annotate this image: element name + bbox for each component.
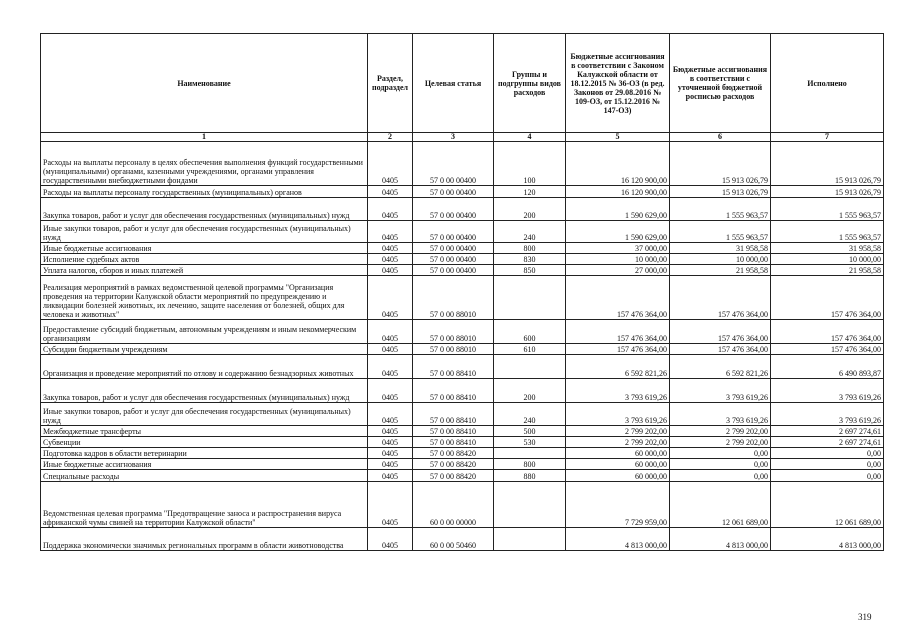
row-name-cell: Субвенции <box>41 437 368 448</box>
row-section-cell: 0405 <box>368 243 413 254</box>
row-executed-cell: 15 913 026,79 <box>771 142 884 186</box>
row-refined-allocation-cell: 15 913 026,79 <box>670 142 771 186</box>
row-refined-allocation-cell: 0,00 <box>670 448 771 459</box>
row-refined-allocation-cell: 31 958,58 <box>670 243 771 254</box>
row-name-cell: Подготовка кадров в области ветеринарии <box>41 448 368 459</box>
column-number: 7 <box>771 133 884 142</box>
row-expense-group-cell <box>494 276 566 320</box>
row-expense-group-cell: 850 <box>494 265 566 276</box>
table-row <box>41 243 884 254</box>
table-row <box>41 482 884 528</box>
row-name-cell: Иные закупки товаров, работ и услуг для обеспечения государственных (муниципальных) нужд <box>41 403 368 426</box>
row-refined-allocation-cell: 3 793 619,26 <box>670 403 771 426</box>
row-name-cell: Межбюджетные трансферты <box>41 426 368 437</box>
table-row <box>41 198 884 221</box>
row-name-cell: Организация и проведение мероприятий по отлову и содержанию безнадзорных животных <box>41 355 368 379</box>
row-law-allocation-cell: 157 476 364,00 <box>566 276 670 320</box>
row-law-allocation-cell: 6 592 821,26 <box>566 355 670 379</box>
table-row <box>41 254 884 265</box>
row-executed-cell: 3 793 619,26 <box>771 403 884 426</box>
row-refined-allocation-cell: 2 799 202,00 <box>670 426 771 437</box>
row-executed-cell: 15 913 026,79 <box>771 186 884 198</box>
row-section-cell: 0405 <box>368 265 413 276</box>
row-refined-allocation-cell: 1 555 963,57 <box>670 198 771 221</box>
row-law-allocation-cell: 157 476 364,00 <box>566 320 670 344</box>
row-section-cell: 0405 <box>368 379 413 403</box>
row-target-article-cell: 57 0 00 00400 <box>413 221 494 243</box>
row-target-article-cell: 57 0 00 88410 <box>413 437 494 448</box>
row-section-cell: 0405 <box>368 254 413 265</box>
row-executed-cell: 0,00 <box>771 459 884 470</box>
row-section-cell: 0405 <box>368 528 413 551</box>
table-row <box>41 403 884 426</box>
table-row <box>41 426 884 437</box>
table-row <box>41 276 884 320</box>
row-section-cell: 0405 <box>368 482 413 528</box>
row-refined-allocation-cell: 4 813 000,00 <box>670 528 771 551</box>
row-expense-group-cell: 100 <box>494 142 566 186</box>
row-expense-group-cell: 800 <box>494 243 566 254</box>
row-refined-allocation-cell: 0,00 <box>670 470 771 482</box>
row-name-cell: Расходы на выплаты персоналу в целях обеспечения выполнения функций государственными (муниципальными) органами, казенными учреждениями, органами управления государственными внебюджетными фондами <box>41 142 368 186</box>
row-section-cell: 0405 <box>368 186 413 198</box>
row-law-allocation-cell: 157 476 364,00 <box>566 344 670 355</box>
row-refined-allocation-cell: 12 061 689,00 <box>670 482 771 528</box>
row-law-allocation-cell: 37 000,00 <box>566 243 670 254</box>
row-expense-group-cell: 880 <box>494 470 566 482</box>
row-law-allocation-cell: 10 000,00 <box>566 254 670 265</box>
row-executed-cell: 2 697 274,61 <box>771 426 884 437</box>
table-row <box>41 142 884 186</box>
row-law-allocation-cell: 3 793 619,26 <box>566 379 670 403</box>
row-target-article-cell: 57 0 00 88010 <box>413 320 494 344</box>
row-target-article-cell: 57 0 00 00400 <box>413 198 494 221</box>
row-target-article-cell: 57 0 00 88010 <box>413 344 494 355</box>
row-refined-allocation-cell: 15 913 026,79 <box>670 186 771 198</box>
row-refined-allocation-cell: 0,00 <box>670 459 771 470</box>
row-expense-group-cell: 120 <box>494 186 566 198</box>
header-section: Раздел, подраздел <box>368 34 413 133</box>
row-target-article-cell: 57 0 00 00400 <box>413 254 494 265</box>
table-row <box>41 320 884 344</box>
row-law-allocation-cell: 16 120 900,00 <box>566 186 670 198</box>
header-target-article: Целевая статья <box>413 34 494 133</box>
table-row <box>41 528 884 551</box>
row-name-cell: Закупка товаров, работ и услуг для обеспечения государственных (муниципальных) нужд <box>41 379 368 403</box>
row-expense-group-cell <box>494 528 566 551</box>
column-number-row <box>41 133 884 142</box>
row-name-cell: Субсидии бюджетным учреждениям <box>41 344 368 355</box>
row-section-cell: 0405 <box>368 221 413 243</box>
row-executed-cell: 21 958,58 <box>771 265 884 276</box>
row-name-cell: Закупка товаров, работ и услуг для обеспечения государственных (муниципальных) нужд <box>41 198 368 221</box>
row-law-allocation-cell: 2 799 202,00 <box>566 426 670 437</box>
row-section-cell: 0405 <box>368 142 413 186</box>
row-expense-group-cell <box>494 482 566 528</box>
table-row <box>41 459 884 470</box>
table-row <box>41 344 884 355</box>
header-name: Наименование <box>41 34 368 133</box>
row-expense-group-cell <box>494 355 566 379</box>
row-law-allocation-cell: 1 590 629,00 <box>566 221 670 243</box>
row-refined-allocation-cell: 157 476 364,00 <box>670 276 771 320</box>
row-target-article-cell: 60 0 00 50460 <box>413 528 494 551</box>
column-number: 3 <box>413 133 494 142</box>
header-row <box>41 34 884 133</box>
row-refined-allocation-cell: 21 958,58 <box>670 265 771 276</box>
row-section-cell: 0405 <box>368 459 413 470</box>
column-number: 1 <box>41 133 368 142</box>
table-row <box>41 448 884 459</box>
row-refined-allocation-cell: 10 000,00 <box>670 254 771 265</box>
row-target-article-cell: 57 0 00 88410 <box>413 379 494 403</box>
row-law-allocation-cell: 4 813 000,00 <box>566 528 670 551</box>
column-number: 5 <box>566 133 670 142</box>
table-row <box>41 355 884 379</box>
row-section-cell: 0405 <box>368 198 413 221</box>
row-section-cell: 0405 <box>368 470 413 482</box>
row-name-cell: Реализация мероприятий в рамках ведомственной целевой программы "Организация проведения на территории Калужской области мероприятий по предупреждению и ликвидации болезней животных, их лечению, защите населения от болезней, общих для человека и животных" <box>41 276 368 320</box>
row-target-article-cell: 57 0 00 88410 <box>413 403 494 426</box>
row-law-allocation-cell: 60 000,00 <box>566 459 670 470</box>
row-executed-cell: 31 958,58 <box>771 243 884 254</box>
row-name-cell: Ведомственная целевая программа "Предотвращение заноса и распространения вируса африканской чумы свиней на территории Калужской области" <box>41 482 368 528</box>
row-executed-cell: 0,00 <box>771 448 884 459</box>
row-executed-cell: 157 476 364,00 <box>771 320 884 344</box>
column-number: 2 <box>368 133 413 142</box>
row-executed-cell: 10 000,00 <box>771 254 884 265</box>
row-refined-allocation-cell: 2 799 202,00 <box>670 437 771 448</box>
row-expense-group-cell: 500 <box>494 426 566 437</box>
row-executed-cell: 157 476 364,00 <box>771 344 884 355</box>
row-name-cell: Иные бюджетные ассигнования <box>41 243 368 254</box>
row-name-cell: Уплата налогов, сборов и иных платежей <box>41 265 368 276</box>
row-name-cell: Поддержка экономически значимых региональных программ в области животноводства <box>41 528 368 551</box>
row-target-article-cell: 57 0 00 00400 <box>413 243 494 254</box>
row-section-cell: 0405 <box>368 448 413 459</box>
row-target-article-cell: 57 0 00 00400 <box>413 142 494 186</box>
row-target-article-cell: 57 0 00 00400 <box>413 186 494 198</box>
row-executed-cell: 157 476 364,00 <box>771 276 884 320</box>
row-expense-group-cell: 600 <box>494 320 566 344</box>
row-expense-group-cell: 240 <box>494 403 566 426</box>
row-executed-cell: 3 793 619,26 <box>771 379 884 403</box>
row-name-cell: Специальные расходы <box>41 470 368 482</box>
header-refined-allocations: Бюджетные ассигнования в соответствии с уточненной бюджетной росписью расходов <box>670 34 771 133</box>
row-law-allocation-cell: 16 120 900,00 <box>566 142 670 186</box>
row-section-cell: 0405 <box>368 426 413 437</box>
row-expense-group-cell: 530 <box>494 437 566 448</box>
row-section-cell: 0405 <box>368 320 413 344</box>
row-name-cell: Предоставление субсидий бюджетным, автономным учреждениям и иным некоммерческим организациям <box>41 320 368 344</box>
row-law-allocation-cell: 60 000,00 <box>566 448 670 459</box>
row-executed-cell: 2 697 274,61 <box>771 437 884 448</box>
row-name-cell: Расходы на выплаты персоналу государственных (муниципальных) органов <box>41 186 368 198</box>
row-name-cell: Иные закупки товаров, работ и услуг для обеспечения государственных (муниципальных) нужд <box>41 221 368 243</box>
budget-execution-table <box>40 33 884 551</box>
row-refined-allocation-cell: 3 793 619,26 <box>670 379 771 403</box>
row-law-allocation-cell: 2 799 202,00 <box>566 437 670 448</box>
table-row <box>41 265 884 276</box>
column-number: 4 <box>494 133 566 142</box>
row-executed-cell: 12 061 689,00 <box>771 482 884 528</box>
header-executed: Исполнено <box>771 34 884 133</box>
row-refined-allocation-cell: 157 476 364,00 <box>670 320 771 344</box>
row-expense-group-cell: 800 <box>494 459 566 470</box>
row-law-allocation-cell: 27 000,00 <box>566 265 670 276</box>
row-executed-cell: 6 490 893,87 <box>771 355 884 379</box>
row-target-article-cell: 57 0 00 88420 <box>413 448 494 459</box>
row-target-article-cell: 60 0 00 00000 <box>413 482 494 528</box>
row-name-cell: Иные бюджетные ассигнования <box>41 459 368 470</box>
row-section-cell: 0405 <box>368 437 413 448</box>
row-target-article-cell: 57 0 00 88410 <box>413 426 494 437</box>
table-row <box>41 379 884 403</box>
row-law-allocation-cell: 60 000,00 <box>566 470 670 482</box>
row-expense-group-cell <box>494 448 566 459</box>
row-executed-cell: 1 555 963,57 <box>771 198 884 221</box>
row-target-article-cell: 57 0 00 88410 <box>413 355 494 379</box>
row-target-article-cell: 57 0 00 88420 <box>413 459 494 470</box>
row-section-cell: 0405 <box>368 355 413 379</box>
row-executed-cell: 1 555 963,57 <box>771 221 884 243</box>
table-row <box>41 470 884 482</box>
row-expense-group-cell: 610 <box>494 344 566 355</box>
row-expense-group-cell: 240 <box>494 221 566 243</box>
row-executed-cell: 0,00 <box>771 470 884 482</box>
table-row <box>41 437 884 448</box>
row-law-allocation-cell: 7 729 959,00 <box>566 482 670 528</box>
row-expense-group-cell: 200 <box>494 379 566 403</box>
row-law-allocation-cell: 1 590 629,00 <box>566 198 670 221</box>
row-executed-cell: 4 813 000,00 <box>771 528 884 551</box>
table-row <box>41 186 884 198</box>
row-section-cell: 0405 <box>368 403 413 426</box>
row-expense-group-cell: 830 <box>494 254 566 265</box>
row-expense-group-cell: 200 <box>494 198 566 221</box>
page-number: 319 <box>858 612 872 622</box>
column-number: 6 <box>670 133 771 142</box>
row-section-cell: 0405 <box>368 276 413 320</box>
row-target-article-cell: 57 0 00 88420 <box>413 470 494 482</box>
header-expense-groups: Группы и подгруппы видов расходов <box>494 34 566 133</box>
row-refined-allocation-cell: 157 476 364,00 <box>670 344 771 355</box>
row-refined-allocation-cell: 6 592 821,26 <box>670 355 771 379</box>
row-section-cell: 0405 <box>368 344 413 355</box>
row-target-article-cell: 57 0 00 00400 <box>413 265 494 276</box>
row-law-allocation-cell: 3 793 619,26 <box>566 403 670 426</box>
table-row <box>41 221 884 243</box>
header-law-allocations: Бюджетные ассигнования в соответствии с Законом Калужской области от 18.12.2015 № 36-ОЗ (в ред. Законов от 29.08.2016 № 109-ОЗ, от 15.12.2016 № 147-ОЗ) <box>566 34 670 133</box>
row-target-article-cell: 57 0 00 88010 <box>413 276 494 320</box>
row-refined-allocation-cell: 1 555 963,57 <box>670 221 771 243</box>
row-name-cell: Исполнение судебных актов <box>41 254 368 265</box>
